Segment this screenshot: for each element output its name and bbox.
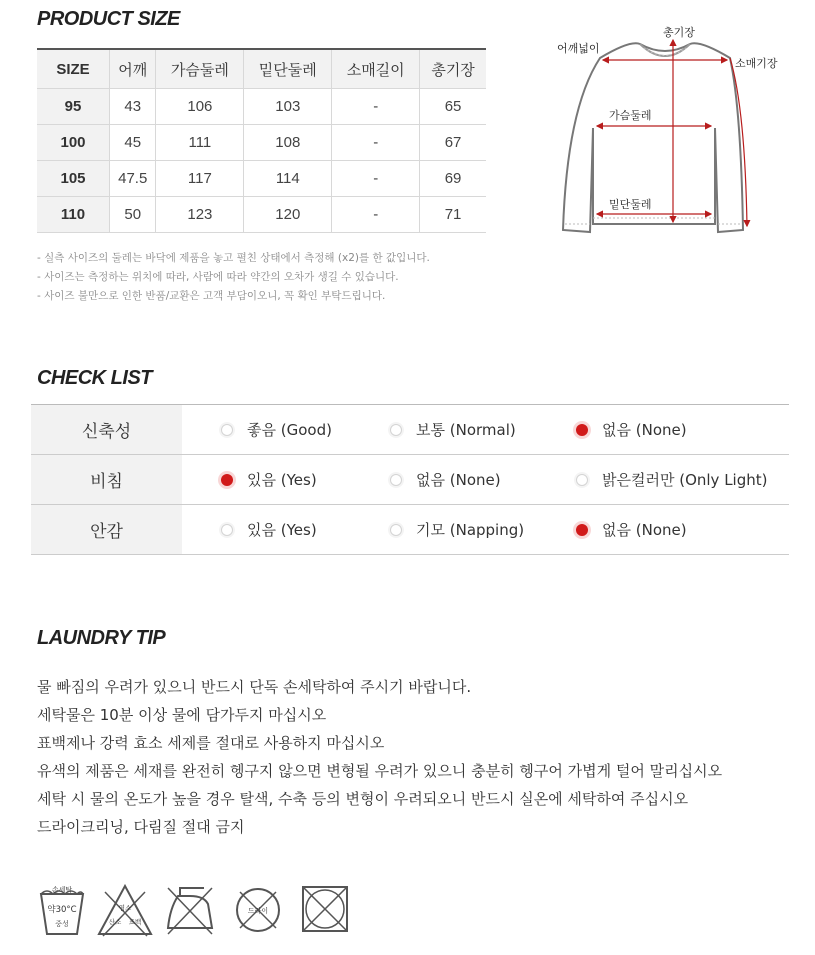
- radio-empty-icon[interactable]: [576, 474, 588, 486]
- laundry-line: 표백제나 강력 효소 세제를 절대로 사용하지 마십시오: [37, 734, 385, 752]
- size-value-cell: 120: [244, 197, 332, 233]
- check-option-label: 없음 (None): [602, 521, 687, 539]
- check-option-label: 좋음 (Good): [247, 421, 332, 439]
- chest-label: 가슴둘레: [609, 109, 652, 122]
- radio-empty-icon[interactable]: [390, 474, 402, 486]
- product-size-title: PRODUCT SIZE: [37, 8, 180, 30]
- check-row: [31, 405, 789, 455]
- sleeve-label: 소매기장: [735, 57, 778, 70]
- check-row-label: 안감: [31, 505, 182, 554]
- svg-text:손세탁: 손세탁: [51, 886, 73, 894]
- radio-empty-icon[interactable]: [390, 524, 402, 536]
- size-label-cell: 105: [37, 161, 110, 197]
- measurement-diagram: [545, 18, 785, 243]
- radio-empty-icon[interactable]: [221, 524, 233, 536]
- size-row: [37, 89, 486, 125]
- no-dry-clean-icon: [233, 882, 283, 938]
- check-option[interactable]: [390, 455, 501, 504]
- check-option-label: 기모 (Napping): [416, 521, 525, 539]
- check-option[interactable]: [576, 505, 687, 554]
- size-value-cell: 114: [244, 161, 332, 197]
- hem-label: 밑단둘레: [609, 198, 652, 211]
- size-table: [37, 48, 486, 233]
- size-note: - 사이즈 불만으로 인한 반품/교환은 고객 부담이오니, 꼭 확인 부탁드립니다.: [37, 290, 386, 302]
- size-value-cell: 117: [156, 161, 244, 197]
- laundry-line: 세탁 시 물의 온도가 높을 경우 탈색, 수축 등의 변형이 우려되오니 반드시 실온에 세탁하여 주십시오: [37, 790, 689, 808]
- laundry-line: 유색의 제품은 세재를 완전히 헹구지 않으면 변형될 우려가 있으니 충분히 헹구어 가볍게 털어 말리십시오: [37, 762, 723, 780]
- check-option[interactable]: [221, 505, 317, 554]
- laundry-line: 물 빠짐의 우려가 있으니 반드시 단독 손세탁하여 주시기 바랍니다.: [37, 678, 472, 696]
- svg-text:중성: 중성: [55, 920, 69, 928]
- size-row: [37, 161, 486, 197]
- size-label-cell: 110: [37, 197, 110, 233]
- size-note: - 사이즈는 측정하는 위치에 따라, 사람에 따라 약간의 오차가 생길 수 있습니다.: [37, 271, 399, 283]
- laundry-line: 드라이크리닝, 다림질 절대 금지: [37, 818, 245, 836]
- check-list: [31, 404, 789, 555]
- size-value-cell: -: [332, 125, 420, 161]
- check-option-label: 없음 (None): [602, 421, 687, 439]
- check-option-label: 밝은컬러만 (Only Light): [602, 471, 768, 489]
- check-option-label: 있음 (Yes): [247, 521, 317, 539]
- check-option[interactable]: [576, 405, 687, 454]
- size-header-cell: 어깨: [110, 49, 156, 89]
- svg-text:산소: 산소: [108, 918, 122, 926]
- size-value-cell: -: [332, 89, 420, 125]
- no-bleach-icon: [97, 882, 153, 938]
- size-row: [37, 125, 486, 161]
- size-value-cell: 111: [156, 125, 244, 161]
- size-value-cell: 65: [420, 89, 486, 125]
- svg-text:표백: 표백: [128, 918, 142, 926]
- size-value-cell: 108: [244, 125, 332, 161]
- radio-selected-icon[interactable]: [576, 524, 588, 536]
- size-value-cell: 106: [156, 89, 244, 125]
- no-iron-icon: [164, 882, 216, 938]
- size-row: [37, 197, 486, 233]
- check-option[interactable]: [221, 455, 317, 504]
- size-header-cell: 밑단둘레: [244, 49, 332, 89]
- check-option[interactable]: [576, 455, 767, 504]
- size-header-cell: SIZE: [37, 49, 110, 89]
- size-value-cell: 47.5: [110, 161, 156, 197]
- check-option-label: 보통 (Normal): [416, 421, 516, 439]
- svg-text:염소: 염소: [118, 904, 132, 912]
- check-option[interactable]: [221, 405, 332, 454]
- check-option[interactable]: [390, 405, 516, 454]
- size-header-cell: 소매길이: [332, 49, 420, 89]
- svg-text:약30°C: 약30°C: [47, 905, 77, 915]
- radio-selected-icon[interactable]: [576, 424, 588, 436]
- laundry-line: 세탁물은 10분 이상 물에 담가두지 마십시오: [37, 706, 327, 724]
- size-value-cell: 45: [110, 125, 156, 161]
- size-label-cell: 100: [37, 125, 110, 161]
- radio-empty-icon[interactable]: [390, 424, 402, 436]
- check-row-label: 신축성: [31, 405, 182, 454]
- check-option-label: 있음 (Yes): [247, 471, 317, 489]
- size-header-cell: 총기장: [420, 49, 486, 89]
- no-tumble-dry-icon: [300, 882, 350, 938]
- size-value-cell: 50: [110, 197, 156, 233]
- length-label: 총기장: [663, 26, 695, 39]
- shoulder-label: 어깨넓이: [557, 42, 600, 55]
- size-note: - 실측 사이즈의 둘레는 바닥에 제품을 놓고 펼친 상태에서 측정해 (x2)를 한 값입니다.: [37, 252, 430, 264]
- check-row: [31, 505, 789, 555]
- size-value-cell: -: [332, 197, 420, 233]
- size-table-header: [37, 49, 486, 89]
- check-list-title: CHECK LIST: [37, 367, 152, 389]
- laundry-instructions: [37, 673, 722, 841]
- svg-text:드라이: 드라이: [247, 907, 269, 915]
- size-value-cell: 123: [156, 197, 244, 233]
- size-header-cell: 가슴둘레: [156, 49, 244, 89]
- check-option-label: 없음 (None): [416, 471, 501, 489]
- size-value-cell: 71: [420, 197, 486, 233]
- hand-wash-icon: [37, 882, 87, 938]
- check-option[interactable]: [390, 505, 524, 554]
- radio-empty-icon[interactable]: [221, 424, 233, 436]
- size-value-cell: 69: [420, 161, 486, 197]
- check-row-label: 비침: [31, 455, 182, 504]
- size-value-cell: 103: [244, 89, 332, 125]
- size-label-cell: 95: [37, 89, 110, 125]
- laundry-tip-title: LAUNDRY TIP: [37, 627, 166, 649]
- size-value-cell: -: [332, 161, 420, 197]
- size-value-cell: 43: [110, 89, 156, 125]
- check-row: [31, 455, 789, 505]
- size-value-cell: 67: [420, 125, 486, 161]
- radio-selected-icon[interactable]: [221, 474, 233, 486]
- size-notes: [37, 249, 430, 306]
